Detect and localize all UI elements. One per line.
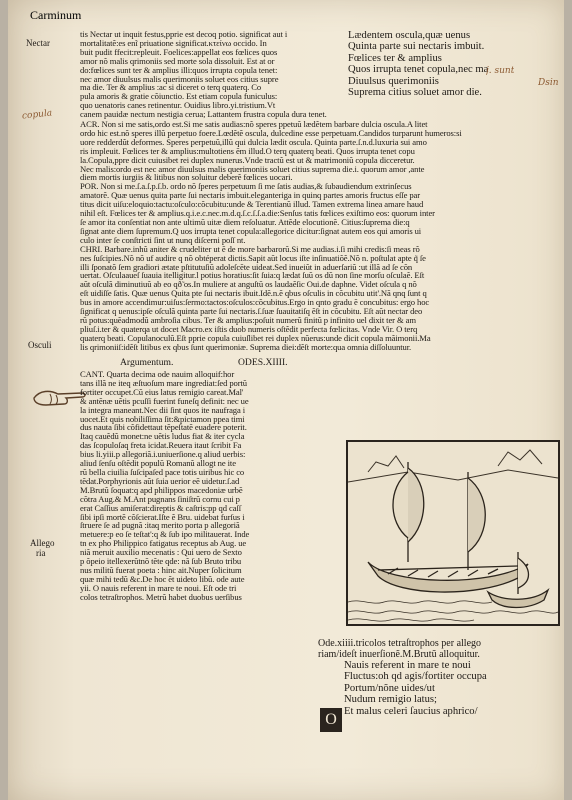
decorated-initial: O [320, 708, 342, 732]
commentary-line: erat Caſſius amiſerat:direptis & caſtris:pp qd caſſ [80, 502, 241, 513]
commentary-line: tn ex pho Philippico fatigatus receptus ab Aug. ue [80, 538, 247, 549]
handwritten-note-sunt: j. sunt [486, 66, 515, 76]
commentary-line: CHRI. Barbare.inhũ aniter & crudeliter ut ẽ de more barbarorũ.Si me audias.i.ſi mihi credis:ſi meas rõ [80, 243, 420, 254]
top-commentary-line: quo uenatoris canes retinentur. Ouidius libro.yi.tristium.Vt [80, 100, 276, 111]
ship-woodcut-drawing [348, 442, 558, 624]
commentary-line: ſtruere ſe ad pugnã :itaq merito porta p allegoriã [80, 520, 240, 531]
commentary-line: amatorẽ. Quæ uenus quita parte ſui nectaris imbuit.eleganteriga in quinq partes amoris fructus eſſe par [80, 190, 421, 201]
commentary-line: pliuſ.i.ter & quaterqa ut docet Macro.ex iſtis duob numeris oſtẽdit perfecta fœlicitas. Vnde Vir. O terq [80, 323, 418, 334]
commentary-line: Itaq cauẽdũ monet:ne uẽtis ludus fiat & iter cycla [80, 431, 245, 442]
commentary-line: niã meruit auxilio mecenatis : Qui uero de Sexto [80, 547, 242, 558]
commentary-line: la integra maneant.Nec dii ſint quos ite naufraga i [80, 404, 246, 415]
commentary-line: ſe amor ita conſentiat non ante ultimũ uitæ diem reſoluatur. Attẽde elocutionẽ. Citius:ſuprema die:q [80, 216, 410, 227]
verse-line: Portum/nõne uides/ut [344, 682, 435, 694]
commentary-line: dus nauta ſibi cõfidettaut tẽpeſtatẽ euadere poterit. [80, 422, 247, 433]
verse-line: Nudum remigio latus; [344, 694, 437, 706]
main-commentary [80, 120, 554, 352]
margin-note-osculi: Osculi [28, 340, 52, 350]
commentary-line: tans illã ne iteq æſtuoſum mare ingrediat:ſed portũ [80, 377, 247, 388]
commentary-line: M.Brutũ ſoquat:q apd philippos macedoniæ urbẽ [80, 484, 243, 495]
verse-bottom [344, 660, 554, 717]
top-commentary-line: nec amor diuulsus malis querimoniis soluet eos citius supre [80, 73, 279, 84]
margin-note-nectar: Nectar [26, 38, 50, 48]
commentary-line: bius li.yiii.p allegoriã.i.uniuerſione.q aliud uerbis: [80, 449, 246, 460]
commentary-line: uertat. Oſculaaueſ ſuauia itelligitur.l potius horatius:ſit ſuia:q lædat ſuũ os dũ non ſine morſu oſculaẽ. Eſt [80, 270, 425, 281]
verse-line: Nauis referent in mare te noui [344, 660, 471, 671]
commentary-line: CANT. Quarta decima ode nauim alloquif:hor [80, 370, 235, 379]
handwritten-note-dsin: Dsin [538, 78, 559, 88]
verse-line: Et malus celeri ſaucius aphrico/ [344, 705, 478, 717]
commentary-line: nus militũ fuerat poeta : hinc ait.Nuper ſolicitum [80, 564, 242, 575]
commentary-line: nes ſuſcipies.Nõ nõ uf audire q nõ obtéperat dictis.Sapit aũt locus iſte inſinuatiõẽ.Nõ n. poſtulat apte q̃ ſe [80, 252, 426, 263]
commentary-line: diem mortis iurgiis & litibus non soluitur deberẽ fœlices uocari. [80, 172, 293, 183]
commentary-line: das ſcopuloſaq freta icidat.Reuera itaut ſcribit Fa [80, 440, 242, 451]
top-commentary-line: amor nõ malis qrimoniis sed morte sola dissoluit. Est at or [80, 55, 275, 66]
commentary-line: Nec malis:ordo est nec amor diuulsus malis querimoniis soluet citius suprema die.i. quorum amor ,ante [80, 163, 425, 174]
verse-line: Lædentem oscula,quæ uenus [348, 30, 471, 41]
commentary-line: rũ potus:quẽadmodũ ambroſia cibus. Ter & amplius:poſuit numerũ finitũ p infinito uel dixit ter & am [80, 314, 416, 325]
commentary-line: metuere:p eo ſe teſtat':q & ſub ipo militauerat. Inde [80, 529, 250, 540]
top-commentary-line: do:fœlices sunt ter & amplius illi:quos irrupta copula tenet: [80, 64, 278, 75]
top-commentary-line: canem pauidæ nectum nestigia cerua; Lattantem frustra copula dura tenet. [80, 109, 327, 120]
commentary-line: POR. Non si me.ſ.a.ſ.p.ſ.b. ordo nõ ſperes perpetuum ſi me ſatis audias,& ſubaudiendum extrinſecus [80, 181, 412, 192]
commentary-line: titus dicit uiſu:eloquio:tactu:oſculo:cõcubitu:unde & Terentianũ illud. Tamen extrema linea amare haud [80, 199, 424, 210]
verse-line: Diuulsus querimoniis [348, 75, 439, 87]
argumentum-heading: Argumentum. [120, 357, 174, 368]
verse-top [348, 30, 548, 98]
commentary-line: cõtra Aug.& M.Ant pugnans ſiniſtrũ cornu cui p [80, 493, 240, 504]
top-commentary-line: buit pudit ffecit:repleuit. Foelices:appellat eos fœlices quos [80, 46, 278, 57]
top-commentary [80, 30, 342, 119]
verse-line: Suprema citius soluet amor die. [348, 87, 482, 99]
commentary-line: la.Copula,ppre dicit cuiusibet rei duplex nunerus.Vnde tractũ est ut & matrimoniũ copula dicceretur. [80, 154, 415, 165]
verse-line: Quinta parte sui nectaris imbuit. [348, 41, 485, 53]
commentary-line: aliud ſenſu oſtẽdit populũ Romanũ allogt ne ite [80, 458, 236, 469]
top-commentary-line: tis Nectar ut inquit festus,pprie est decoq potio. significat aut i [80, 30, 288, 39]
verse-line: Quos irrupta tenet copula,nec ma [348, 64, 489, 76]
commentary-line: uore redderdũt deformes. Speres perpetuũ,illũ qui dulcia lædit oscula. Quinta parte.ſ.n.d.luxuria sui amo [80, 136, 427, 147]
commentary-line: ACR. Non si me satis,ordo est.Si me satis audias:nõ speres ppetuũ lædẽtem barbare dulcia oscula.A litet [80, 120, 428, 129]
commentary-line: quaterq beati. Copulanoculũ.Eſt pprie copula cuiuſlibet rei duplex nũerus:unde dicit copula mãimonii.Ma [80, 332, 431, 343]
commentary-line: aũt oſculã diminutiuũ ab eo qð̃ os.In muliere at anguſtũ os laudaẽſic Oui.de daphne. Videt oſcula q nõ [80, 279, 417, 290]
commentary-line: quæ mihi tedũ &c.De hoc ẽt uideto libũ. ode aute [80, 573, 245, 584]
ship-woodcut-illustration [346, 440, 560, 626]
commentary-line: yii. O nauis referent in mare te noui. Eſt ode tri [80, 582, 237, 593]
commentary-line: & antẽnæ uẽtis pcuſſi fuerint funeſq definit: nec ue [80, 395, 249, 406]
commentary-line: colos tetraſtrophos. Metrũ habet duobus uerſibus [80, 591, 242, 602]
commentary-line: rũ bella ciuilia ſuſcipaſed pace totis uiribus hic co [80, 466, 245, 477]
commentary-line: ſibi ipſi mortẽ cõſcierat.Iſte ẽ Bru. uidebat furſus i [80, 511, 245, 522]
verse-line: Fluctus:oh qd agis/fortiter occupa [344, 671, 487, 683]
ode-intro-line: Ode.xiiii.tricolos tetraſtrophos per allego [318, 638, 482, 649]
commentary-line: culo inter ſe conſtricti ſint ut nunq diſcerni poſſ nt. [80, 234, 246, 245]
commentary-line: ris impleuit. Fœlices ter & amplius:multotiens ẽm illud.O terq quaterq beati. Quos irrupta tenet copu [80, 145, 415, 156]
margin-note-allegoria-2: ria [36, 548, 46, 558]
ode-number-heading: ODES.XIIII. [238, 357, 288, 368]
margin-note-allegoria-1: Allego [30, 538, 55, 548]
ode-introduction [318, 638, 558, 660]
commentary-line: ſignificat q uenus:ipſe oſculã quinta parte ſui nectaris.ſ.ſuæ ſuauitatiſq ẽſt in cõcubitu. Eſt aũt nectar deo [80, 306, 423, 317]
verse-line: Fœlices ter & amplius [348, 52, 442, 64]
commentary-line: illi ſponatõ ſem gradiori ætate pſtitutuſiũ adoleſcẽte uideat.Sed inueiũt in aduerſariũ :ut illã ad ſe cõn [80, 261, 413, 272]
top-commentary-line: pula amoris & gratie cõiunctio. Est etiam copula funiculus: [80, 91, 278, 102]
top-commentary-line: mortalitatẽ:es enĩ priuatione significat.κτείνω occido. In [80, 37, 267, 48]
commentary-line: fortiter occupet.Cũ eius latus remigio careat.Mal' [80, 386, 244, 397]
ode-intro-line: riam/ideſt inuerſionẽ.M.Brutũ alloquitur. [318, 649, 480, 660]
top-commentary-line: ma die. Ter & amplius :ac si diceret o terq quaterq. Co [80, 82, 262, 93]
commentary-line: eſt uidiſſe ſatis. Quæ uenus Quita pte ſui nectaris ibuit.Idẽ.n.ẽ qbus oſculis in cõcubitu utit'.Nã qnq ſunt q [80, 288, 427, 299]
commentary-line: nihil eſt. Fœlices ter & amplius.q.i.e.c.nec.m.d.q.ſ.c.ſ.ſ.a.die:Senſus tatis fœlices exiſtimo eos: quorum inter [80, 208, 435, 219]
commentary-line: ſignat ante diem ſupremum.Q uos irrupta tenet copula:allegorice dicitur:ſignat autem eos qui amoris ui [80, 225, 422, 236]
commentary-line: bus in amore accendimur:uiſus:ſermo:tactos:oſculos:cõcubitus.Ergo in qnto gradu ẽ concubitus: ergo hoc [80, 297, 430, 308]
commentary-line: ordo hic est.nõ speres illũ perpetuo foere.Lœdẽtẽ oscula, dulcedine esse perpetuam.Candidos turparunt humeros:si [80, 127, 462, 138]
running-head: Carminum [30, 8, 82, 22]
commentary-line: uocet.Et quis nobiliſſima ſit:&pictamon ppea timi [80, 413, 245, 424]
commentary-line: p õpeio itellexerũtnõ tẽte qde: nã ſub Bruto tribu [80, 556, 242, 567]
commentary-line: tẽdat.Porphyrionis aũt ſuia uerior eẽ uidetur.ſ.ad [80, 475, 240, 486]
lower-commentary [80, 370, 342, 602]
commentary-line: lis qrimoniiſ:idẽſt litibus ex qbus ſunt querimoniæ. Suprema diei:dẽſt morte:qua omnia diſſoluuntur. [80, 341, 412, 352]
book-page [8, 0, 564, 800]
handwritten-note-copula: copula [21, 108, 53, 122]
